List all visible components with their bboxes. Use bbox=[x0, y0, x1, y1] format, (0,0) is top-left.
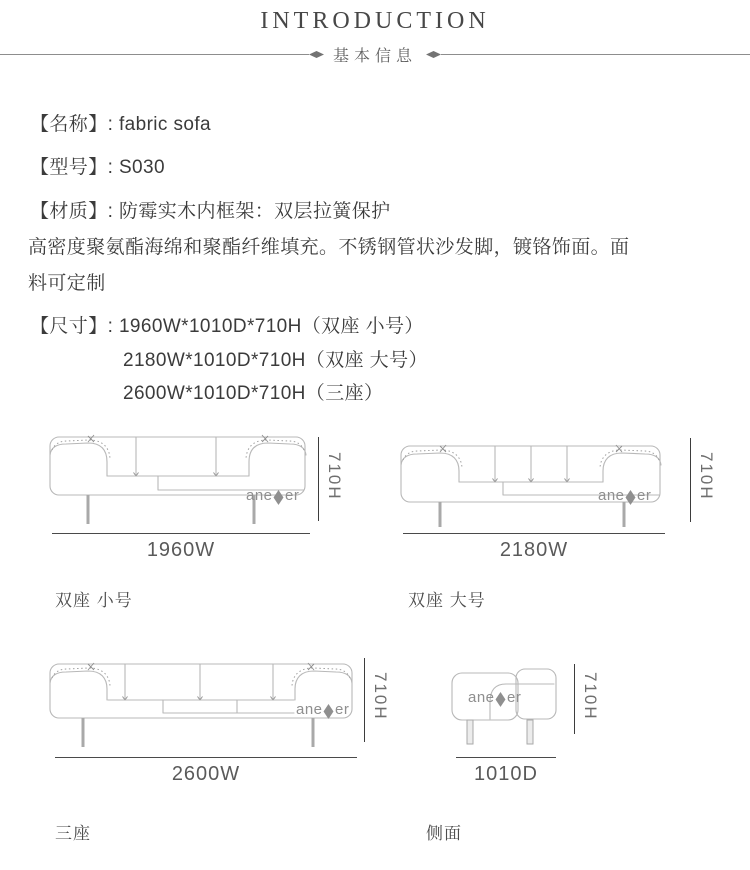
figure-caption: 双座 小号 bbox=[55, 591, 133, 610]
section-subtitle: 基本信息 bbox=[333, 48, 418, 65]
spec-line-size-3: 2600W*1010D*710H（三座） bbox=[123, 383, 384, 404]
width-dimension-label: 2180W bbox=[499, 539, 569, 561]
width-dimension-line bbox=[456, 757, 556, 758]
spec-line-model: 【型号】: S030 bbox=[30, 157, 165, 178]
height-dimension-label: 710H bbox=[325, 452, 344, 501]
watermark bbox=[598, 484, 652, 507]
watermark bbox=[246, 484, 300, 507]
width-dimension-label: 1960W bbox=[146, 539, 216, 561]
spec-line-material: 【材质】: 防霉实木内框架：双层拉簧保护 bbox=[30, 201, 391, 222]
figure-caption: 三座 bbox=[55, 824, 91, 843]
watermark-text-left: ane bbox=[246, 487, 273, 504]
watermark-diamond-icon: ◆ bbox=[625, 484, 637, 507]
height-dimension-line bbox=[690, 438, 691, 522]
spec-line-material-cont2: 料可定制 bbox=[28, 273, 106, 294]
section-divider bbox=[0, 46, 750, 63]
watermark-text-right: er bbox=[507, 689, 522, 706]
width-dimension-line bbox=[52, 533, 310, 534]
width-dimension-line bbox=[55, 757, 357, 758]
spec-line-name: 【名称】: fabric sofa bbox=[30, 114, 212, 135]
figure-caption: 双座 大号 bbox=[408, 591, 486, 610]
watermark-diamond-icon: ◆ bbox=[323, 698, 335, 721]
height-dimension-label: 710H bbox=[581, 672, 600, 721]
watermark bbox=[468, 686, 522, 709]
height-dimension-label: 710H bbox=[697, 452, 716, 501]
divider-line-left bbox=[0, 54, 309, 55]
diamond-arrow-icon bbox=[426, 51, 441, 58]
watermark-diamond-icon: ◆ bbox=[273, 484, 285, 507]
spec-line-size-1: 【尺寸】: 1960W*1010D*710H（双座 小号） bbox=[30, 316, 424, 337]
height-dimension-line bbox=[364, 658, 365, 742]
watermark bbox=[296, 698, 350, 721]
watermark-text-right: er bbox=[637, 487, 652, 504]
height-dimension-label: 710H bbox=[371, 672, 390, 721]
watermark-text-right: er bbox=[335, 701, 350, 718]
height-dimension-line bbox=[574, 664, 575, 734]
sofa-front-drawing bbox=[398, 435, 664, 530]
watermark-diamond-icon: ◆ bbox=[495, 686, 507, 709]
diamond-arrow-icon bbox=[309, 51, 324, 58]
divider-line-right bbox=[441, 54, 750, 55]
height-dimension-line bbox=[318, 437, 319, 521]
width-dimension-line bbox=[403, 533, 665, 534]
watermark-text-right: er bbox=[285, 487, 300, 504]
spec-line-material-cont: 高密度聚氨酯海绵和聚酯纤维填充。不锈钢管状沙发脚，镀铬饰面。面 bbox=[28, 237, 630, 258]
watermark-text-left: ane bbox=[296, 701, 323, 718]
width-dimension-label: 1010D bbox=[474, 763, 538, 785]
spec-line-size-2: 2180W*1010D*710H（双座 大号） bbox=[123, 350, 428, 371]
sofa-front-drawing bbox=[48, 430, 308, 528]
width-dimension-label: 2600W bbox=[171, 763, 241, 785]
watermark-text-left: ane bbox=[598, 487, 625, 504]
watermark-text-left: ane bbox=[468, 689, 495, 706]
figure-caption: 侧面 bbox=[426, 824, 462, 843]
page-title: INTRODUCTION bbox=[260, 8, 490, 34]
